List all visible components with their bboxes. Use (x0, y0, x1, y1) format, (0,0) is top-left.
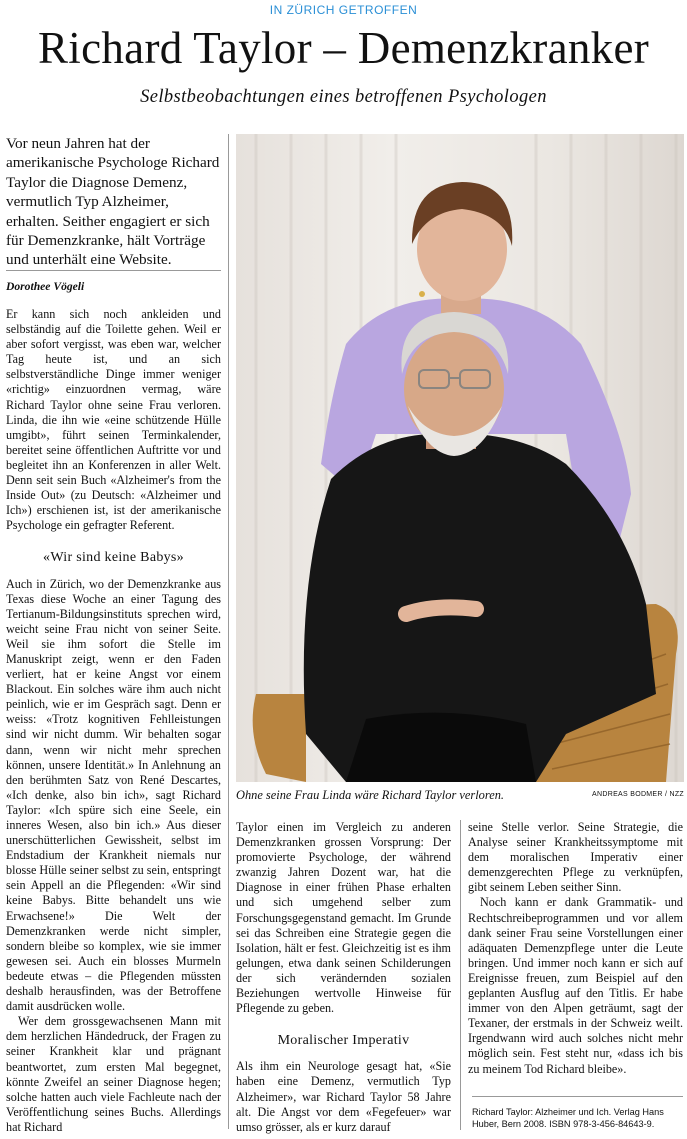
subheading: «Wir sind keine Babys» (43, 550, 184, 566)
article-lead: Vor neun Jahren hat der amerikanische Psychologe Richard Taylor die Diagnose Demenz, vermutlich Typ Alzheimer, erhalten. Seither engagiert er sich für Demenzkranke, hält Vorträge und unterhält eine Website. (6, 135, 220, 269)
column-divider (460, 820, 461, 1130)
article-column-2 (236, 820, 451, 1135)
section-kicker: IN ZÜRICH GETROFFEN (269, 3, 418, 17)
article-column-3 (468, 820, 683, 1077)
body-paragraph: Noch kann er dank Grammatik- und Rechtschreibeprogrammen und vor allem dank seiner Frau seine Vorstellungen einer adäquaten Demenzpflege unter die Leute bringen. Und immer noch kann er sich auf Ereignisse freuen, zum Beispiel auf den geplanten Ausflug auf den Titlis. Er habe immer von den Alpen geträumt, sagt der Texaner, der erstmals in der Schweiz weilt. Irgendwann wird auch solches nicht mehr möglich sein. Fest steht nur, «dass ich bis zu meinem Tod Richard bleibe». (468, 895, 683, 1076)
couple-portrait-illustration (236, 134, 684, 782)
subheading: Moralischer Imperativ (277, 1033, 410, 1049)
lead-separator (6, 270, 221, 271)
body-paragraph: Er kann sich noch ankleiden und selbständig auf die Toilette gehen. Weil er aber sofort vergisst, was eben war, welcher Tag heute ist, und an sich selbstverständliche Dinge immer weniger «richtig» einzuordnen vermag, wäre Richard Taylor ohne seine Frau verloren. Linda, die ihn wie «eine schützende Hülle umgibt», führt seinen Terminkalender, bereitet seine öffentlichen Auftritte vor und begleitet ihn an Konferenzen in aller Welt. Denn seit sein Buch «Alzheimer's from the Inside Out» (zu Deutsch: «Alzheimer und Ich») erschienen ist, ist der amerikanische Psychologe ein gefragter Referent. (6, 307, 221, 533)
body-paragraph: Wer dem grossgewachsenen Mann mit dem herzlichen Händedruck, der Fragen zu seiner Krankheit klar und prägnant beantwortet, zum ersten Mal begegnet, könnte Zweifel an seiner Diagnose hegen; solche hatten auch viele Fachleute nach der Veröffentlichung seines Buchs. Allerdings hat Richard (6, 1014, 221, 1134)
body-paragraph: seine Stelle verlor. Seine Strategie, die Analyse seiner Krankheitssymptome mit dem moralischen Imperativ einer demenzgerechten Pflege zu verknüpfen, gibt seinem Leben seither Sinn. (468, 820, 683, 895)
body-paragraph: Als ihm ein Neurologe gesagt hat, «Sie haben eine Demenz, vermutlich Typ Alzheimer», war Richard Taylor 58 Jahre alt. Die Angst vor dem «Fegefeuer» war umso grösser, als er kurz darauf (236, 1059, 451, 1134)
body-paragraph: Taylor einen im Vergleich zu anderen Demenzkranken grossen Vorsprung: Der promovierte Psychologe, der während zwanzig Jahren Dozent war, hat die Diagnose in einer frühen Phase erhalten und sich umgehend selber zum Forschungsgegenstand gemacht. Im Grunde sei das Schreiben eine Strategie gegen die Isolation, hält er fest. Gleichzeitig ist es ihm gelungen, etwa dank seinen Schilderungen der sich verändernden sozialen Beziehungen wertvolle Hinweise für Pflegende zu geben. (236, 820, 451, 1016)
article-subtitle: Selbstbeobachtungen eines betroffenen Psychologen (140, 87, 547, 107)
article-column-1 (6, 307, 221, 1135)
article-photo (236, 134, 684, 782)
article-headline: Richard Taylor – Demenzkranker (37, 23, 650, 73)
author-byline: Dorothee Vögeli (6, 280, 85, 293)
photo-credit: ANDREAS BODMER / NZZ (592, 791, 684, 798)
body-paragraph: Auch in Zürich, wo der Demenzkranke aus Texas diese Woche an einer Tagung des Tertianum-Bildungsinstituts sprechen wird, weicht seine Frau nicht von seiner Seite. Weil sie ihm sofort die Stelle im Manuskript zeigt, wenn er den Faden verliert, hat er keine Angst vor einem Blackout. Ein solches wäre ihm auch nicht peinlich, wie er im Gespräch sagt. Denn er weiss: «Trotz kognitiven Fehlleistungen sind wir nicht dumm. Wir behalten sogar dann, wenn wir nicht mehr sprechen können, unsere Identität.» In Anlehnung an den berühmten Satz von René Descartes, «Ich denke, also bin ich», sagt Richard Taylor: «Ich spüre sich eine Seele, ein inneres Wesen, also bin ich.» Aus dieser unerschütterlichen Gewissheit, selbst im Endstadium der Krankheit niemals nur blosse Hülle seiner selbst zu sein, entspringt sein Appell an die Pflegenden: «Wir sind keine Babys. Bitte behandelt uns wie Erwachsene!» Die Welt der Demenzkranken werde nicht simpler, sondern bleibe so komplex, wie sie immer gewesen sei. Auch ein blosses Murmeln bedeute etwas – die Pflegenden müssten deshalb herausfinden, was der Betroffene damit ausdrücken wolle. (6, 576, 221, 1014)
book-info: Richard Taylor: Alzheimer und Ich. Verlag Hans Huber, Bern 2008. ISBN 978-3-456-84643-9. (472, 1107, 664, 1129)
column-divider (228, 134, 229, 1129)
book-info-separator (472, 1096, 683, 1097)
photo-caption: Ohne seine Frau Linda wäre Richard Taylor verloren. (236, 788, 504, 802)
